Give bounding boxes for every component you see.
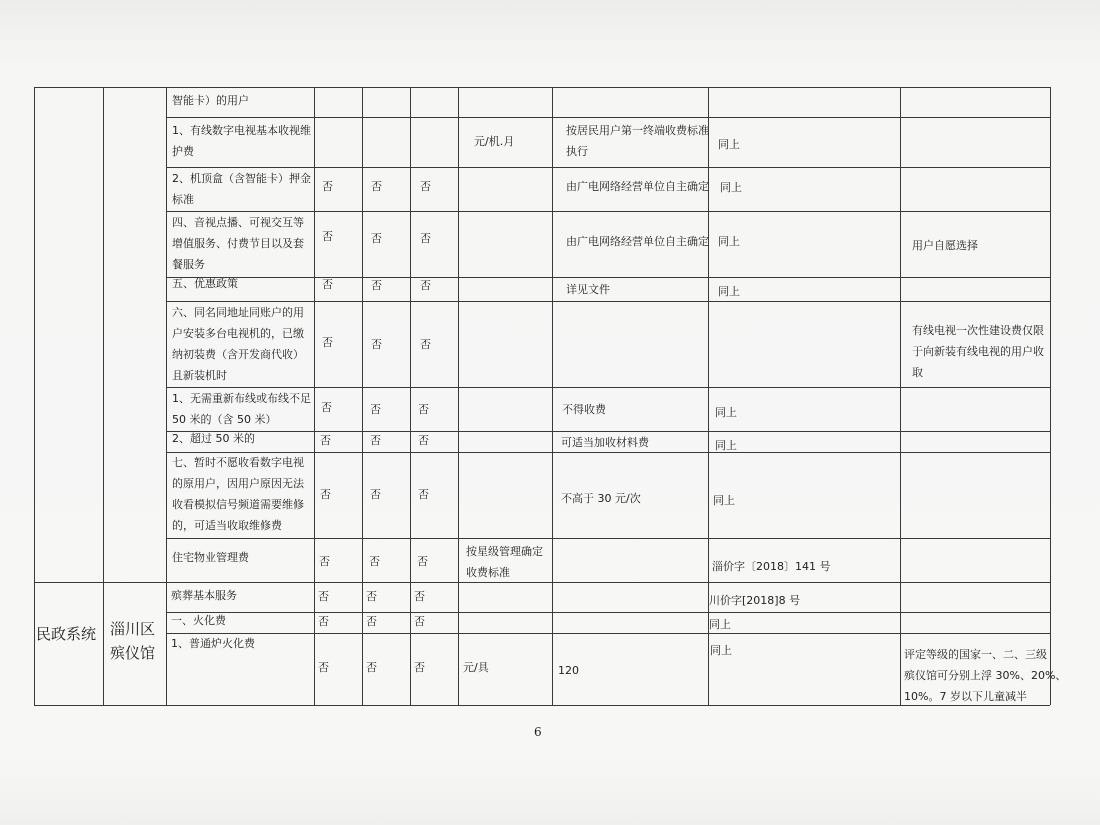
cell-line: 护费 [172, 145, 194, 158]
item-cell [171, 633, 255, 654]
cell-line: 且新装机时 [172, 369, 227, 382]
item-cell [171, 610, 226, 631]
flag-cell: 否 [320, 434, 331, 447]
table-line [166, 87, 167, 705]
table-line [314, 87, 315, 705]
table-line [1050, 87, 1051, 705]
cell-line: 不高于 30 元/次 [561, 492, 641, 505]
cell-line: 详见文件 [566, 283, 610, 296]
table-line [410, 87, 411, 705]
flag-cell: 否 [318, 590, 329, 603]
cell-line: 住宅物业管理费 [172, 551, 249, 564]
cell-line: 1、无需重新布线或布线不足 [172, 392, 311, 405]
flag-cell: 否 [371, 232, 382, 245]
item-cell [172, 273, 238, 294]
reference-cell: 同上 [718, 285, 740, 298]
item-cell [172, 547, 249, 568]
table-line [458, 87, 459, 705]
flag-cell: 否 [366, 615, 377, 628]
cell-line: 殡仪馆可分别上浮 30%、20%、 [904, 669, 1067, 682]
cell-line: 按居民用户第一终端收费标准 [566, 124, 709, 137]
cell-line: 执行 [566, 145, 588, 158]
reference-cell: 同上 [718, 235, 740, 248]
flag-cell: 否 [420, 338, 431, 351]
note-cell [912, 235, 978, 256]
note-cell [904, 644, 1066, 707]
flag-cell: 否 [371, 338, 382, 351]
unit-cell [466, 541, 543, 583]
flag-cell: 否 [322, 180, 333, 193]
flag-cell: 否 [371, 180, 382, 193]
flag-cell: 否 [321, 401, 332, 414]
cell-line: 餐服务 [172, 258, 205, 271]
cell-line: 120 [558, 664, 579, 677]
cell-line: 2、机顶盒（含智能卡）押金 [172, 172, 311, 185]
cell-line: 五、优惠政策 [172, 277, 238, 290]
basis-cell [566, 279, 610, 300]
cell-line: 智能卡）的用户 [172, 94, 249, 107]
flag-cell: 否 [318, 661, 329, 674]
flag-cell: 否 [371, 279, 382, 292]
cell-line: 有线电视一次性建设费仅限 [912, 324, 1044, 337]
reference-cell: 淄价字〔2018〕141 号 [712, 560, 831, 573]
item-cell [172, 90, 249, 111]
flag-cell: 否 [418, 488, 429, 501]
cell-line: 由广电网络经营单位自主确定 [566, 180, 709, 193]
table-line [166, 117, 1050, 118]
cell-line: 一、火化费 [171, 614, 226, 627]
cell-line: 标准 [172, 193, 194, 206]
table-line [166, 277, 1050, 278]
table-line [166, 612, 1050, 613]
cell-line: 六、同名同地址同账户的用 [172, 306, 304, 319]
reference-cell: 同上 [713, 494, 735, 507]
table-line [34, 705, 1050, 706]
reference-cell: 同上 [718, 138, 740, 151]
flag-cell: 否 [366, 661, 377, 674]
reference-cell: 同上 [715, 439, 737, 452]
cell-line: 增值服务、付费节目以及套 [172, 237, 304, 250]
flag-cell: 否 [420, 180, 431, 193]
flag-cell: 否 [322, 278, 333, 291]
reference-cell: 同上 [710, 644, 732, 657]
cell-line: 于向新装有线电视的用户收 [912, 345, 1044, 358]
reference-cell: 同上 [720, 181, 742, 194]
item-cell [172, 428, 255, 449]
flag-cell: 否 [418, 434, 429, 447]
table-line [166, 538, 1050, 539]
cell-line: 1、有线数字电视基本收视维 [172, 124, 311, 137]
cell-line: 1、普通炉火化费 [171, 637, 255, 650]
cell-line: 户安装多台电视机的，已缴 [172, 327, 304, 340]
item-cell [172, 388, 311, 430]
table-line [103, 87, 104, 705]
unit-cell: 元/机.月 [474, 135, 515, 148]
table-line [552, 87, 553, 705]
cell-line: 2、超过 50 米的 [172, 432, 255, 445]
cell-line: 50 米的（含 50 米） [172, 413, 277, 426]
table-line [362, 87, 363, 705]
basis-cell [566, 120, 709, 162]
flag-cell: 否 [322, 230, 333, 243]
cell-line: 殡仪馆 [110, 644, 156, 662]
cell-line: 可适当加收材料费 [561, 436, 649, 449]
cell-line: 四、音视点播、可视交互等 [172, 216, 304, 229]
flag-cell: 否 [322, 336, 333, 349]
item-cell [172, 120, 311, 162]
basis-cell [566, 176, 709, 197]
flag-cell: 否 [420, 279, 431, 292]
flag-cell: 否 [370, 403, 381, 416]
cell-line: 的原用户，因用户原因无法 [172, 477, 304, 490]
table-line [34, 87, 35, 705]
cell-line: 取 [912, 366, 923, 379]
flag-cell: 否 [417, 555, 428, 568]
basis-cell [566, 231, 709, 252]
cell-line: 用户自愿选择 [912, 239, 978, 252]
table-line [166, 633, 1050, 634]
cell-line: 评定等级的国家一、二、三级 [904, 648, 1047, 661]
flag-cell: 否 [318, 615, 329, 628]
flag-cell: 否 [414, 615, 425, 628]
note-cell [912, 320, 1044, 383]
unit-name-cell [110, 617, 155, 665]
table-line [34, 87, 1050, 88]
basis-cell [558, 660, 579, 681]
cell-line: 由广电网络经营单位自主确定 [566, 235, 709, 248]
flag-cell: 否 [414, 661, 425, 674]
flag-cell: 否 [320, 488, 331, 501]
cell-line: 按星级管理确定 [466, 545, 543, 558]
flag-cell: 否 [366, 590, 377, 603]
page-number: 6 [534, 725, 542, 739]
cell-line: 殡葬基本服务 [171, 589, 237, 602]
cell-line: 淄川区 [110, 620, 156, 638]
cell-line: 纳初装费（含开发商代收） [172, 348, 304, 361]
item-cell [172, 212, 304, 275]
cell-line: 七、暂时不愿收看数字电视 [172, 456, 304, 469]
item-cell [172, 302, 304, 386]
basis-cell [561, 488, 641, 509]
basis-cell [562, 399, 606, 420]
cell-line: 10%。7 岁以下儿童减半 [904, 690, 1027, 703]
cell-line: 收看模拟信号频道需要维修 [172, 498, 304, 511]
flag-cell: 否 [414, 590, 425, 603]
flag-cell: 否 [420, 232, 431, 245]
item-cell [172, 168, 311, 210]
unit-cell: 元/具 [463, 661, 489, 674]
reference-cell: 川价字[2018]8 号 [709, 594, 801, 607]
department-cell: 民政系统 [36, 625, 97, 643]
cell-line: 的，可适当收取维修费 [172, 519, 282, 532]
item-cell [172, 452, 304, 536]
reference-cell: 同上 [715, 406, 737, 419]
reference-cell: 同上 [709, 618, 731, 631]
cell-line: 收费标准 [466, 566, 510, 579]
flag-cell: 否 [319, 555, 330, 568]
flag-cell: 否 [369, 555, 380, 568]
flag-cell: 否 [418, 403, 429, 416]
item-cell [171, 585, 237, 606]
table-line [900, 87, 901, 705]
cell-line: 不得收费 [562, 403, 606, 416]
flag-cell: 否 [370, 488, 381, 501]
basis-cell [561, 432, 649, 453]
flag-cell: 否 [370, 434, 381, 447]
